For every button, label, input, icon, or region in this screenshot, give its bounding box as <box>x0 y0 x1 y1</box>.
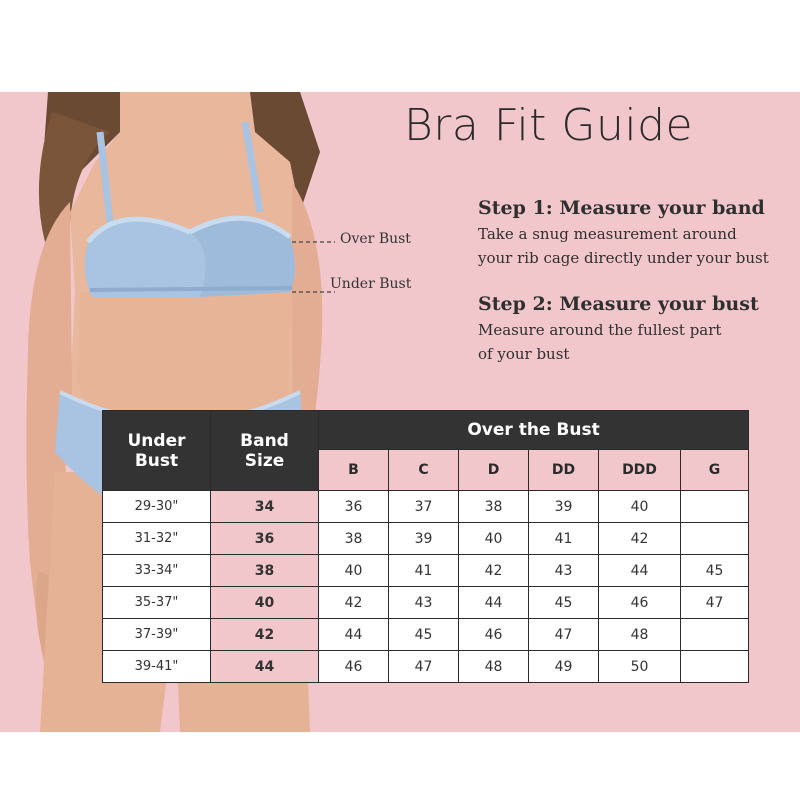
size-cell: 40 <box>599 491 681 523</box>
size-cell: 39 <box>389 523 459 555</box>
table-row <box>103 523 749 555</box>
under-bust-cell: 35-37" <box>103 587 211 619</box>
size-cell: 47 <box>681 587 749 619</box>
band-size-header-line-2: Size <box>244 450 285 471</box>
step-2-line-2: of your bust <box>478 345 570 363</box>
cup-header-d: D <box>459 450 529 491</box>
size-cell: 43 <box>389 587 459 619</box>
size-cell: 37 <box>389 491 459 523</box>
cup-header-dd: DD <box>529 450 599 491</box>
size-cell: 39 <box>529 491 599 523</box>
size-cell: 41 <box>529 523 599 555</box>
step-1-line-1: Take a snug measurement around <box>478 225 737 243</box>
table-row <box>103 619 749 651</box>
cup-header-c: C <box>389 450 459 491</box>
size-cell <box>681 523 749 555</box>
over-bust-callout: Over Bust <box>340 231 411 247</box>
size-cell: 47 <box>529 619 599 651</box>
size-cell: 42 <box>319 587 389 619</box>
size-cell: 43 <box>529 555 599 587</box>
size-cell: 42 <box>599 523 681 555</box>
size-cell: 45 <box>389 619 459 651</box>
size-cell: 48 <box>599 619 681 651</box>
step-1-line-2: your rib cage directly under your bust <box>478 249 769 267</box>
size-cell <box>681 491 749 523</box>
table-row <box>103 491 749 523</box>
size-cell: 36 <box>319 491 389 523</box>
table-row <box>103 555 749 587</box>
table-row <box>103 651 749 683</box>
under-bust-cell: 33-34" <box>103 555 211 587</box>
cup-header-ddd: DDD <box>599 450 681 491</box>
size-cell: 45 <box>681 555 749 587</box>
size-cell: 44 <box>599 555 681 587</box>
size-cell: 40 <box>459 523 529 555</box>
cup-header-b: B <box>319 450 389 491</box>
under-bust-cell: 29-30" <box>103 491 211 523</box>
band-size-cell: 42 <box>211 619 319 651</box>
size-cell: 44 <box>459 587 529 619</box>
under-bust-callout: Under Bust <box>330 276 412 292</box>
size-cell <box>681 651 749 683</box>
band-size-cell: 34 <box>211 491 319 523</box>
size-cell <box>681 619 749 651</box>
band-size-header <box>211 411 319 491</box>
step-1-heading: Step 1: Measure your band <box>478 197 765 219</box>
under-bust-header-line-2: Bust <box>134 450 179 471</box>
under-bust-cell: 39-41" <box>103 651 211 683</box>
size-cell: 38 <box>319 523 389 555</box>
size-cell: 46 <box>599 587 681 619</box>
size-cell: 41 <box>389 555 459 587</box>
under-bust-cell: 31-32" <box>103 523 211 555</box>
band-size-cell: 38 <box>211 555 319 587</box>
size-cell: 46 <box>459 619 529 651</box>
size-cell: 49 <box>529 651 599 683</box>
step-2-line-1: Measure around the fullest part <box>478 321 722 339</box>
under-bust-cell: 37-39" <box>103 619 211 651</box>
size-cell: 42 <box>459 555 529 587</box>
size-cell: 47 <box>389 651 459 683</box>
band-size-cell: 44 <box>211 651 319 683</box>
under-bust-header <box>103 411 211 491</box>
size-cell: 38 <box>459 491 529 523</box>
size-cell: 40 <box>319 555 389 587</box>
size-cell: 46 <box>319 651 389 683</box>
size-cell: 44 <box>319 619 389 651</box>
table-row <box>103 587 749 619</box>
step-2-heading: Step 2: Measure your bust <box>478 293 759 315</box>
size-cell: 45 <box>529 587 599 619</box>
cup-header-g: G <box>681 450 749 491</box>
size-cell: 48 <box>459 651 529 683</box>
band-size-header-line-1: Band <box>240 430 289 451</box>
size-chart-table <box>102 410 749 683</box>
under-bust-header-line-1: Under <box>127 430 186 451</box>
band-size-cell: 36 <box>211 523 319 555</box>
band-size-cell: 40 <box>211 587 319 619</box>
over-the-bust-header: Over the Bust <box>319 411 749 450</box>
size-cell: 50 <box>599 651 681 683</box>
page-title: Bra Fit Guide <box>404 100 694 151</box>
